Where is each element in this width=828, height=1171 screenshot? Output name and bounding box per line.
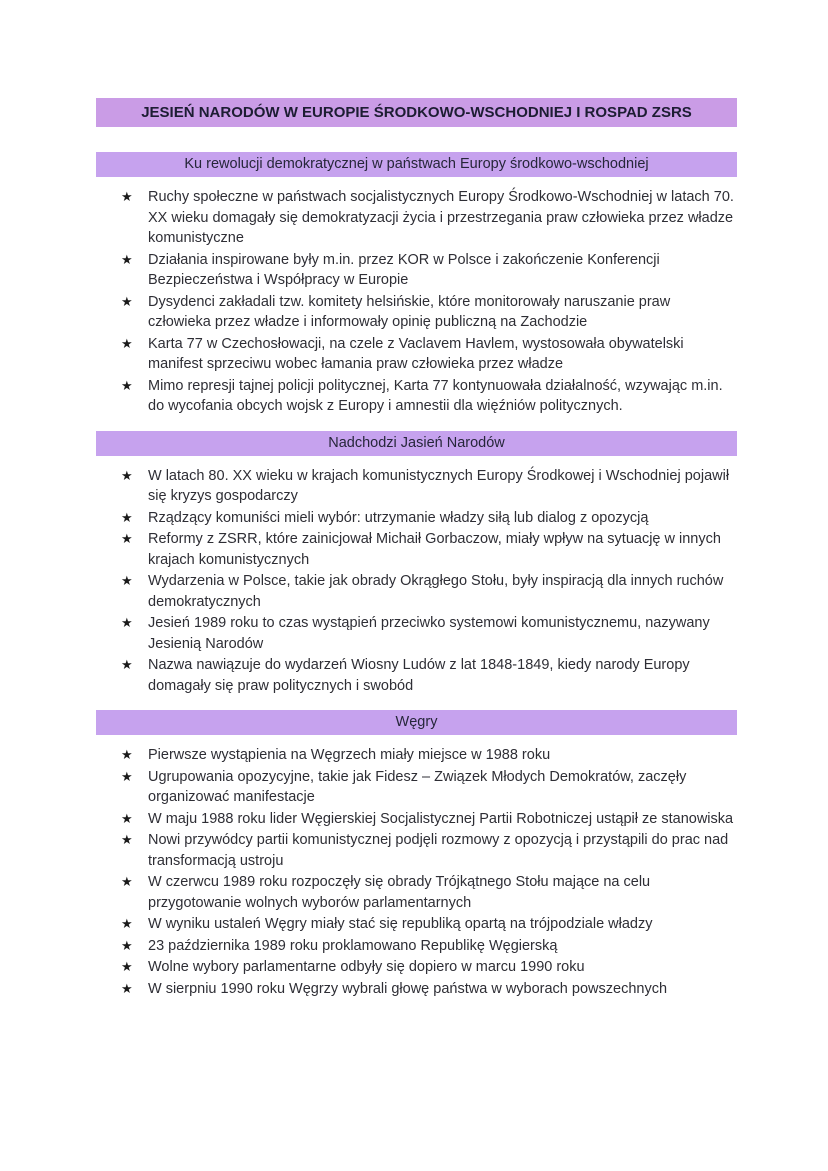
bullet-list bbox=[96, 466, 737, 697]
list-item-text: Jesień 1989 roku to czas wystąpień przeciwko systemowi komunistycznemu, nazywany Jesienią Narodów bbox=[148, 615, 710, 652]
list-item bbox=[96, 957, 737, 978]
section-wegry bbox=[96, 710, 737, 999]
star-bullet-icon: ★ bbox=[121, 573, 133, 588]
bullet-list bbox=[96, 187, 737, 417]
section-header-label: Węgry bbox=[395, 714, 438, 730]
list-item-text: W wyniku ustaleń Węgry miały stać się republiką opartą na trójpodziale władzy bbox=[148, 916, 653, 932]
list-item bbox=[96, 914, 737, 935]
star-bullet-icon: ★ bbox=[121, 747, 133, 762]
list-item bbox=[96, 767, 737, 808]
list-item bbox=[96, 979, 737, 1000]
list-item bbox=[96, 508, 737, 529]
star-bullet-icon: ★ bbox=[121, 810, 133, 826]
list-item-text: Pierwsze wystąpienia na Węgrzech miały miejsce w 1988 roku bbox=[148, 747, 551, 763]
star-bullet-icon: ★ bbox=[121, 509, 133, 525]
star-bullet-icon: ★ bbox=[121, 531, 133, 546]
list-item bbox=[96, 187, 737, 249]
list-item-text: Działania inspirowane były m.in. przez KOR w Polsce i zakończenie Konferencji Bezpieczeństwa i Współpracy w Europie bbox=[148, 251, 660, 288]
star-bullet-icon: ★ bbox=[121, 467, 133, 483]
list-item bbox=[96, 571, 737, 612]
list-item-text: Mimo represji tajnej policji politycznej, Karta 77 kontynuowała działalność, wzywając m.in. do wycofania obcych wojsk z Europy i amnestii dla więźniów politycznych. bbox=[148, 377, 723, 414]
list-item-text: Ruchy społeczne w państwach socjalistycznych Europy Środkowo-Wschodniej w latach 70. XX wieku domagały się demokratyzacji życia i przestrzegania praw człowieka przez władze komunistyczne bbox=[148, 189, 734, 246]
list-item-text: Reformy z ZSRR, które zainicjował Michaił Gorbaczow, miały wpływ na sytuację w innych krajach komunistycznych bbox=[148, 531, 721, 568]
section-header bbox=[96, 431, 737, 456]
list-item bbox=[96, 655, 737, 696]
list-item-text: Wolne wybory parlamentarne odbyły się dopiero w marcu 1990 roku bbox=[148, 959, 585, 975]
star-bullet-icon: ★ bbox=[121, 377, 133, 393]
list-item-text: Ugrupowania opozycyjne, takie jak Fidesz – Związek Młodych Demokratów, zaczęły organizować manifestacje bbox=[148, 768, 687, 805]
list-item-text: W latach 80. XX wieku w krajach komunistycznych Europy Środkowej i Wschodniej pojawił się kryzys gospodarczy bbox=[148, 467, 730, 504]
section-header-label: Ku rewolucji demokratycznej w państwach Europy środkowo-wschodniej bbox=[184, 156, 649, 172]
section-header bbox=[96, 710, 737, 735]
star-bullet-icon: ★ bbox=[121, 874, 133, 889]
list-item-text: W czerwcu 1989 roku rozpoczęły się obrady Trójkątnego Stołu mające na celu przygotowanie wolnych wyborów parlamentarnych bbox=[148, 874, 651, 911]
list-item bbox=[96, 376, 737, 417]
list-item bbox=[96, 334, 737, 375]
list-item-text: Dysydenci zakładali tzw. komitety helsińskie, które monitorowały naruszanie praw człowieka przez władze i informowały opinię publiczną na Zachodzie bbox=[148, 293, 671, 330]
star-bullet-icon: ★ bbox=[121, 189, 133, 204]
star-bullet-icon: ★ bbox=[121, 615, 133, 630]
section-nadchodzi-jesien-narodow bbox=[96, 431, 737, 697]
bullet-list bbox=[96, 745, 737, 999]
section-header bbox=[96, 152, 737, 177]
list-item-text: 23 października 1989 roku proklamowano Republikę Węgierską bbox=[148, 937, 558, 954]
list-item bbox=[96, 936, 737, 957]
list-item bbox=[96, 830, 737, 871]
list-item bbox=[96, 250, 737, 291]
list-item-text: Karta 77 w Czechosłowacji, na czele z Vaclavem Havlem, wystosowała obywatelski manifest sprzeciwu wobec łamania praw człowieka przez władze bbox=[148, 335, 684, 372]
list-item bbox=[96, 466, 737, 507]
star-bullet-icon: ★ bbox=[121, 832, 133, 847]
list-item bbox=[96, 529, 737, 570]
list-item-text: Nazwa nawiązuje do wydarzeń Wiosny Ludów z lat 1848-1849, kiedy narody Europy domagały się praw politycznych i swobód bbox=[148, 657, 690, 694]
list-item bbox=[96, 745, 737, 766]
list-item-text: Rządzący komuniści mieli wybór: utrzymanie władzy siłą lub dialog z opozycją bbox=[148, 509, 649, 526]
section-ku-rewolucji bbox=[96, 152, 737, 417]
star-bullet-icon: ★ bbox=[121, 937, 133, 953]
star-bullet-icon: ★ bbox=[121, 980, 133, 996]
section-header-label: Nadchodzi Jasień Narodów bbox=[328, 434, 505, 451]
star-bullet-icon: ★ bbox=[121, 251, 133, 267]
document-content bbox=[96, 98, 737, 1000]
star-bullet-icon: ★ bbox=[121, 768, 133, 784]
list-item-text: W maju 1988 roku lider Węgierskiej Socjalistycznej Partii Robotniczej ustąpił ze stanowiska bbox=[148, 810, 734, 827]
document-title-bar bbox=[96, 98, 737, 127]
star-bullet-icon: ★ bbox=[121, 293, 133, 309]
star-bullet-icon: ★ bbox=[121, 657, 133, 672]
list-item bbox=[96, 872, 737, 913]
list-item-text: Nowi przywódcy partii komunistycznej podjęli rozmowy z opozycją i przystąpili do prac nad transformacją ustroju bbox=[148, 832, 729, 869]
list-item bbox=[96, 809, 737, 830]
star-bullet-icon: ★ bbox=[121, 335, 133, 351]
star-bullet-icon: ★ bbox=[121, 959, 133, 974]
document-title: JESIEŃ NARODÓW W EUROPIE ŚRODKOWO-WSCHODNIEJ I ROSPAD ZSRS bbox=[141, 104, 692, 121]
star-bullet-icon: ★ bbox=[121, 916, 133, 931]
list-item bbox=[96, 292, 737, 333]
list-item bbox=[96, 613, 737, 654]
list-item-text: W sierpniu 1990 roku Węgrzy wybrali głowę państwa w wyborach powszechnych bbox=[148, 980, 668, 997]
list-item-text: Wydarzenia w Polsce, takie jak obrady Okrągłego Stołu, były inspiracją dla innych ruchów demokratycznych bbox=[148, 573, 724, 610]
